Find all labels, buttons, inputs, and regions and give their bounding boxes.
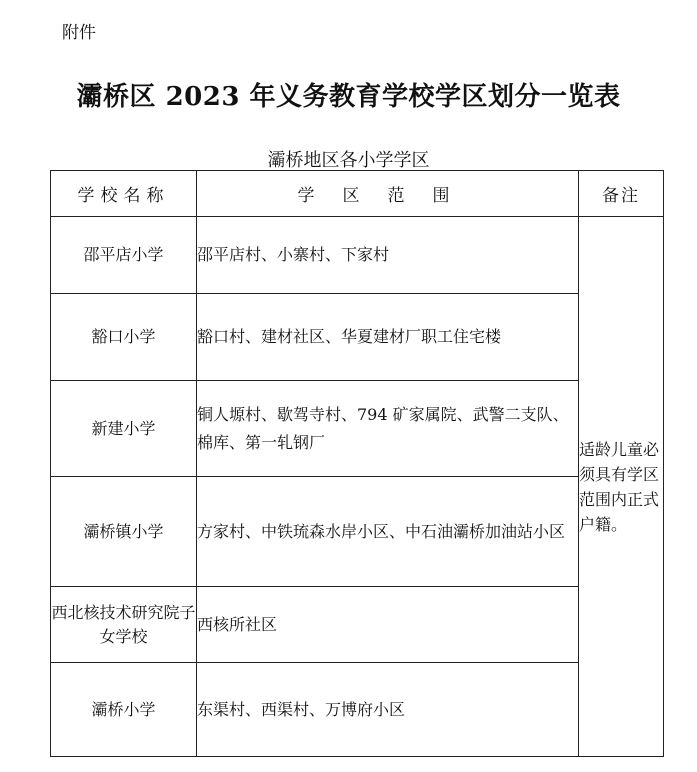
table-header-row <box>51 171 664 217</box>
district-range-cell: 方家村、中铁琉森水岸小区、中石油灞桥加油站小区 <box>197 477 579 587</box>
school-name-cell: 新建小学 <box>51 381 197 477</box>
school-name-cell: 西北核技术研究院子女学校 <box>51 587 197 663</box>
table-row <box>51 294 664 381</box>
school-name-cell: 灞桥镇小学 <box>51 477 197 587</box>
header-school-name: 学校名称 <box>51 171 197 217</box>
table-row <box>51 587 664 663</box>
table-row <box>51 477 664 587</box>
table-row <box>51 663 664 757</box>
table-row <box>51 381 664 477</box>
district-range-cell: 东渠村、西渠村、万博府小区 <box>197 663 579 757</box>
district-range-cell: 豁口村、建材社区、华夏建材厂职工住宅楼 <box>197 294 579 381</box>
table-subtitle: 灞桥地区各小学学区 <box>267 150 430 171</box>
district-range-cell: 邵平店村、小寨村、下家村 <box>197 217 579 294</box>
school-name-cell: 灞桥小学 <box>51 663 197 757</box>
school-name-cell: 豁口小学 <box>51 294 197 381</box>
school-district-table <box>50 170 664 757</box>
district-range-cell: 西核所社区 <box>197 587 579 663</box>
table-row <box>51 217 664 294</box>
header-district-range: 学区范围 <box>197 171 579 217</box>
document-title: 灞桥区 2023 年义务教育学校学区划分一览表 <box>76 82 621 112</box>
remarks-cell: 适龄儿童必须具有学区范围内正式户籍。 <box>579 217 664 757</box>
district-range-cell: 铜人塬村、歇驾寺村、794 矿家属院、武警二支队、棉库、第一轧钢厂 <box>197 381 579 477</box>
school-name-cell: 邵平店小学 <box>51 217 197 294</box>
header-remarks: 备注 <box>579 171 664 217</box>
attachment-label: 附件 <box>62 23 96 43</box>
